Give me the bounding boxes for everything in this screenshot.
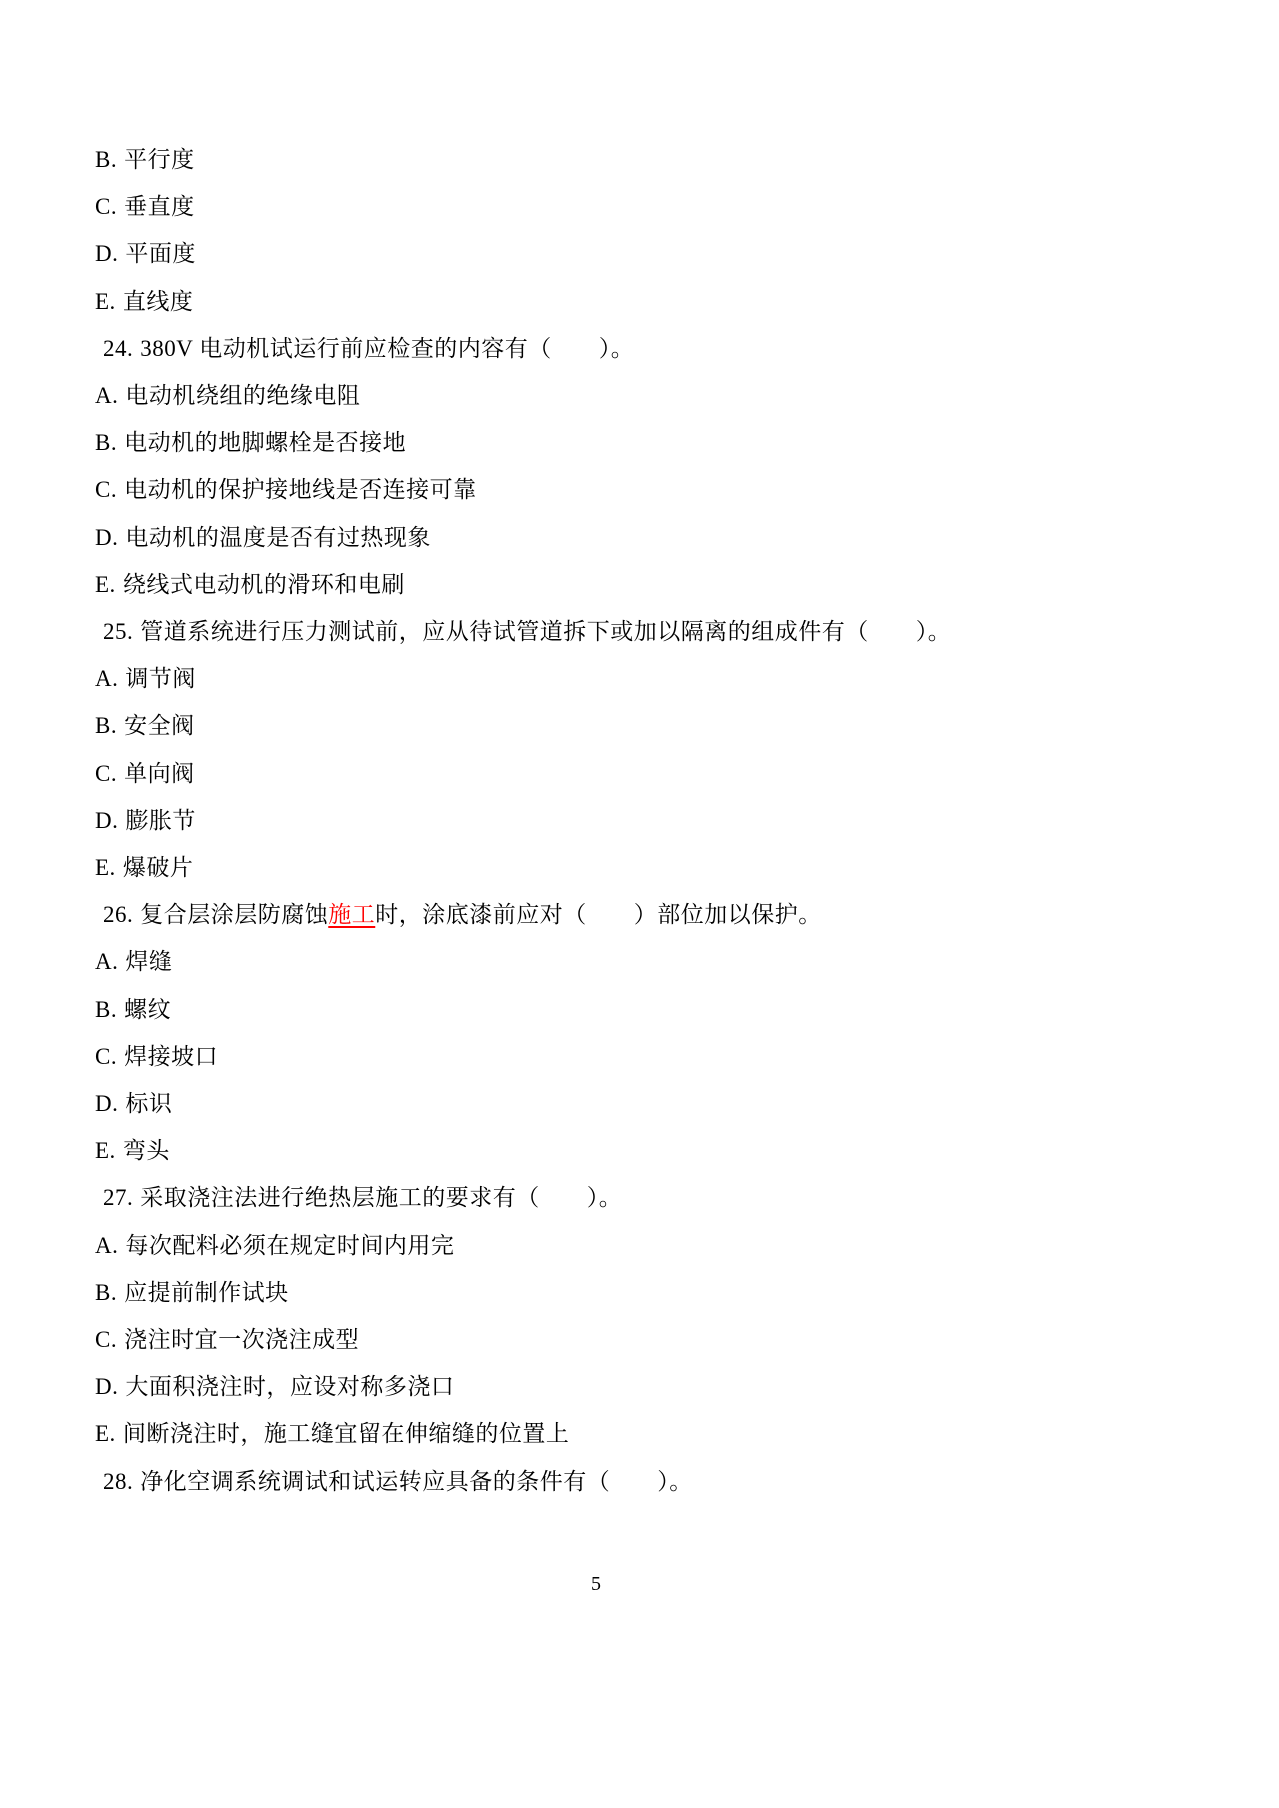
question-27-stem <box>95 1174 1229 1221</box>
option-label: B. <box>95 147 118 172</box>
carryover-option-b <box>95 136 1229 183</box>
option-text: 螺纹 <box>124 996 172 1022</box>
question-24-option-c <box>95 466 1229 513</box>
option-text: 电动机绕组的绝缘电阻 <box>125 383 361 409</box>
question-number: 27. <box>103 1185 134 1211</box>
question-25-option-c <box>95 750 1229 797</box>
option-text: 弯头 <box>122 1138 170 1164</box>
option-label: C. <box>95 1327 118 1353</box>
question-26-stem <box>95 891 1229 938</box>
option-text: 电动机的地脚螺栓是否接地 <box>124 430 407 456</box>
document-body <box>95 136 1229 1505</box>
option-label: C. <box>95 760 118 786</box>
question-24-option-b <box>95 419 1229 466</box>
option-text: 调节阀 <box>125 666 196 692</box>
option-text: 大面积浇注时，应设对称多浇口 <box>125 1374 455 1400</box>
question-26-option-c <box>95 1033 1229 1080</box>
question-25-option-a <box>95 655 1229 702</box>
option-label: E. <box>95 1138 116 1164</box>
option-label: B. <box>95 713 118 739</box>
option-label: E. <box>95 571 116 597</box>
question-26-option-a <box>95 938 1229 985</box>
option-label: B. <box>95 1279 118 1305</box>
question-24-option-e <box>95 561 1229 608</box>
question-26-option-d <box>95 1080 1229 1127</box>
option-label: A. <box>95 383 119 409</box>
option-label: D. <box>95 807 119 833</box>
option-text: 每次配料必须在规定时间内用完 <box>125 1232 455 1258</box>
question-25-option-d <box>95 797 1229 844</box>
carryover-option-c <box>95 183 1229 230</box>
question-text: 净化空调系统调试和试运转应具备的条件有（ ）。 <box>140 1468 693 1494</box>
question-text: 380V 电动机试运行前应检查的内容有（ ）。 <box>140 335 635 361</box>
option-label: E. <box>95 288 116 314</box>
question-27-option-e <box>95 1410 1229 1457</box>
question-27-option-b <box>95 1269 1229 1316</box>
option-text: 膨胀节 <box>125 807 196 833</box>
question-text-pre: 复合层涂层防腐蚀 <box>140 902 329 928</box>
option-text: 绕线式电动机的滑环和电刷 <box>122 571 405 597</box>
option-label: B. <box>95 996 118 1022</box>
option-label: E. <box>95 1421 116 1447</box>
question-26-option-b <box>95 986 1229 1033</box>
question-text-post: 时，涂底漆前应对（ ）部位加以保护。 <box>375 902 822 928</box>
option-text: 浇注时宜一次浇注成型 <box>124 1327 360 1353</box>
option-text: 直线度 <box>122 288 194 314</box>
option-label: B. <box>95 430 118 456</box>
carryover-option-e <box>95 278 1229 325</box>
option-text: 单向阀 <box>124 760 195 786</box>
option-label: D. <box>95 1091 119 1117</box>
carryover-option-d <box>95 230 1229 277</box>
question-text: 采取浇注法进行绝热层施工的要求有（ ）。 <box>140 1185 623 1211</box>
option-label: C. <box>95 194 118 220</box>
option-label: A. <box>95 949 119 975</box>
question-25-stem <box>95 608 1229 655</box>
question-24-stem <box>95 325 1229 372</box>
option-label: A. <box>95 666 119 692</box>
option-text: 焊接坡口 <box>124 1043 219 1069</box>
option-text: 垂直度 <box>124 194 195 220</box>
page-number: 5 <box>591 1573 601 1595</box>
option-label: D. <box>95 524 119 550</box>
question-25-option-b <box>95 702 1229 749</box>
option-text: 应提前制作试块 <box>124 1279 289 1305</box>
question-text: 管道系统进行压力测试前，应从待试管道拆下或加以隔离的组成件有（ ）。 <box>140 619 952 645</box>
question-27-option-d <box>95 1363 1229 1410</box>
option-label: D. <box>95 241 119 267</box>
option-text: 电动机的保护接地线是否连接可靠 <box>124 477 477 503</box>
option-label: A. <box>95 1232 119 1258</box>
option-text: 平面度 <box>125 241 196 267</box>
question-28-stem <box>95 1458 1229 1505</box>
question-number: 28. <box>103 1468 134 1494</box>
option-label: C. <box>95 1043 118 1069</box>
question-number: 24. <box>103 335 134 361</box>
question-number: 25. <box>103 619 134 645</box>
option-text: 安全阀 <box>124 713 195 739</box>
question-text-highlight: 施工 <box>328 902 376 928</box>
option-text: 标识 <box>125 1091 173 1117</box>
question-24-option-d <box>95 514 1229 561</box>
option-label: D. <box>95 1374 119 1400</box>
question-27-option-c <box>95 1316 1229 1363</box>
option-text: 焊缝 <box>125 949 173 975</box>
question-26-option-e <box>95 1127 1229 1174</box>
question-25-option-e <box>95 844 1229 891</box>
option-label: C. <box>95 477 118 503</box>
question-24-option-a <box>95 372 1229 419</box>
question-27-option-a <box>95 1222 1229 1269</box>
option-label: E. <box>95 855 116 881</box>
option-text: 平行度 <box>124 147 195 172</box>
question-number: 26. <box>103 902 134 928</box>
option-text: 爆破片 <box>122 855 194 881</box>
option-text: 间断浇注时，施工缝宜留在伸缩缝的位置上 <box>122 1421 570 1447</box>
option-text: 电动机的温度是否有过热现象 <box>125 524 431 550</box>
